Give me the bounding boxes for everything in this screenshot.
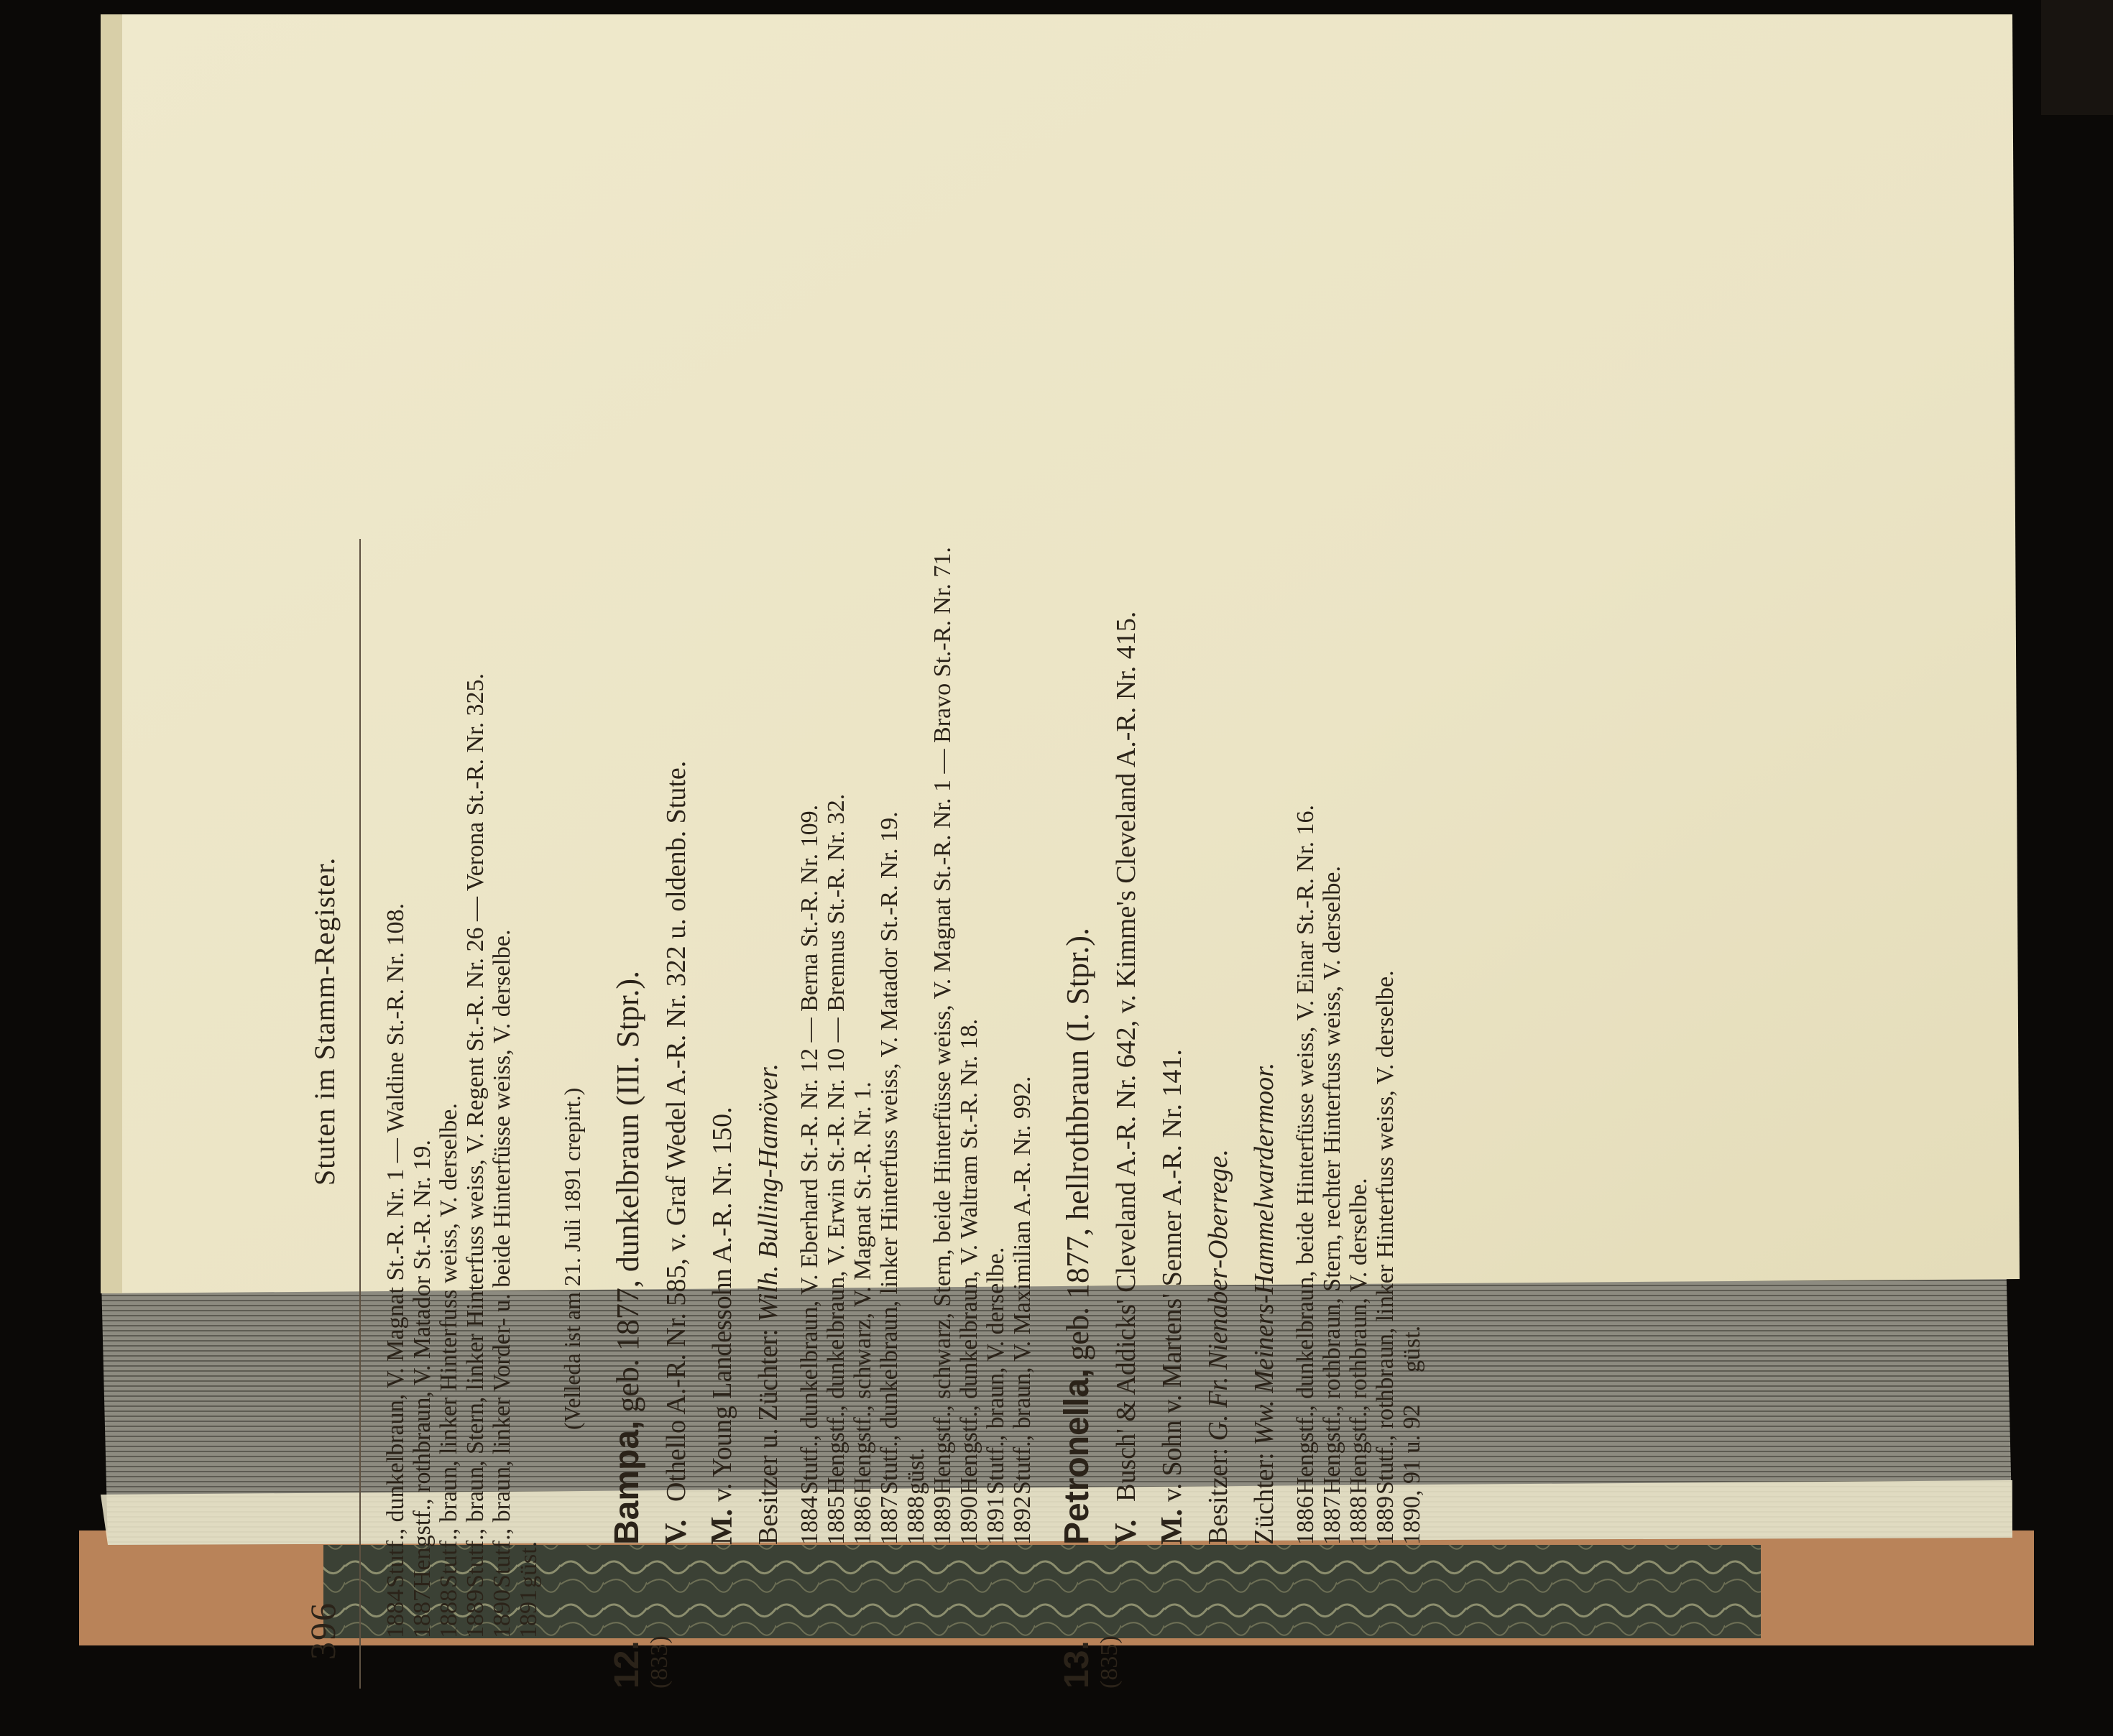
offspring-row: 1886 Hengstf., schwarz, V. Magnat St.-R. Nr. 1. bbox=[850, 1081, 876, 1545]
offspring-row: 1885 Hengstf., dunkelbraun, V. Erwin St.-R. Nr. 10 — Brennus St.-R. Nr. 32. bbox=[823, 793, 850, 1545]
mare-name: Petronella, bbox=[1058, 1368, 1096, 1545]
entry-number: 12. (833) bbox=[610, 1545, 1036, 1689]
page-number: 396 bbox=[303, 1602, 343, 1660]
register-number: (835) bbox=[1096, 1635, 1123, 1689]
breeder-line: Züchter: Ww. Meiners-Hammelwardermoor. bbox=[1249, 1062, 1279, 1545]
offspring-row: 1887 Stutf., dunkelbraun, linker Hinterfuss weiss, V. Matador St.-R. Nr. 19. bbox=[876, 811, 903, 1545]
page-text bbox=[302, 79, 1811, 1689]
offspring-row: 1889 Hengstf., schwarz, Stern, beide Hinterfüsse weiss, V. Magnat St.-R. Nr. 1 — Bravo St.-R. Nr. 71. bbox=[929, 547, 956, 1545]
offspring-row: 1891 güst. bbox=[515, 1541, 542, 1638]
sire-line: V. Busch' & Addicks' Cleveland A.-R. Nr. 642, v. Kimme's Cleveland A.-R. Nr. 415. bbox=[1110, 611, 1143, 1545]
page-gutter-shadow bbox=[101, 14, 122, 1293]
owner-name: G. Fr. Nienaber-Oberrege. bbox=[1203, 1149, 1233, 1441]
offspring-row: 1890, 91 u. 92 güst. bbox=[1399, 1325, 1425, 1545]
offspring-list bbox=[1292, 151, 1425, 1545]
owner-name: Wilh. Bulling-Hamöver. bbox=[753, 1063, 783, 1322]
offspring-row: 1888 güst. bbox=[903, 1447, 929, 1545]
offspring-row: 1889 Stutf., rothbraun, linker Hinterfuss weiss, V. derselbe. bbox=[1372, 970, 1399, 1545]
offspring-list bbox=[796, 151, 1036, 1545]
register-entry-bampa bbox=[610, 151, 1036, 1689]
offspring-row: 1888 Stutf., braun, linker Hinterfuss weiss, V. derselbe. bbox=[436, 1103, 462, 1638]
entry-content bbox=[1060, 151, 1425, 1545]
offspring-row: 1890 Stutf., braun, linker Vorder- u. beide Hinterfüsse weiss, V. derselbe. bbox=[489, 929, 515, 1638]
dam-line: M. v. Young Landessohn A.-R. Nr. 150. bbox=[706, 1107, 739, 1545]
dam-line: M. v. Sohn v. Martens' Senner A.-R. Nr. 141. bbox=[1156, 1049, 1189, 1545]
death-note: (Velleda ist am 21. Juli 1891 crepirt.) bbox=[559, 1087, 585, 1430]
page-title: Stuten im Stamm-Register. bbox=[308, 857, 341, 1186]
offspring-row: 1887 Hengstf., rothbraun, Stern, rechter Hinterfuss weiss, V. derselbe. bbox=[1319, 866, 1345, 1545]
owner-line: Besitzer u. Züchter: Wilh. Bulling-Hamöver. bbox=[753, 1063, 783, 1545]
owner-line: Besitzer: G. Fr. Nienaber-Oberrege. bbox=[1203, 1149, 1233, 1545]
entry-number: 13. (835) bbox=[1060, 1545, 1425, 1689]
entry-heading: Petronella, geb. 1877, hellrothbraun (I. Stpr.). bbox=[1058, 928, 1096, 1545]
previous-entry bbox=[382, 151, 542, 1689]
mare-name: Bampa, bbox=[608, 1420, 646, 1545]
offspring-row: 1891 Stutf., braun, V. derselbe. bbox=[982, 1247, 1009, 1545]
offspring-row: 1890 Hengstf., dunkelbraun, V. Waltram St.-R. Nr. 18. bbox=[956, 1018, 982, 1545]
breeder-name: Ww. Meiners-Hammelwardermoor. bbox=[1249, 1062, 1279, 1446]
offspring-row: 1886 Hengstf., dunkelbraun, beide Hinterfüsse weiss, V. Einar St.-R. Nr. 16. bbox=[1292, 804, 1319, 1545]
offspring-row: 1884 Stutf., dunkelbraun, V. Magnat St.-R. Nr. 1 — Waldine St.-R. Nr. 108. bbox=[382, 902, 409, 1638]
header-rule bbox=[359, 539, 361, 1689]
offspring-row: 1884 Stutf., dunkelbraun, V. Eberhard St.-R. Nr. 12 — Berna St.-R. Nr. 109. bbox=[796, 804, 823, 1545]
register-entry-petronella bbox=[1060, 151, 1425, 1689]
register-body bbox=[382, 151, 1425, 1689]
entry-heading: Bampa, geb. 1877, dunkelbraun (III. Stpr.). bbox=[608, 970, 646, 1545]
offspring-row: 1889 Stutf., braun, Stern, linker Hinterfuss weiss, V. Regent St.-R. Nr. 26 — Verona St.-R. Nr. 325. bbox=[462, 673, 489, 1638]
sire-line: V. Othello A.-R. Nr. 585, v. Graf Wedel A.-R. Nr. 322 u. oldenb. Stute. bbox=[660, 760, 693, 1545]
offspring-row: 1892 Stutf., braun, V. Maximilian A.-R. Nr. 992. bbox=[1009, 1076, 1036, 1545]
offspring-row: 1888 Hengstf., rothbraun, V. derselbe. bbox=[1345, 1178, 1372, 1545]
corner-damage bbox=[2041, 0, 2113, 115]
offspring-row: 1887 Hengstf., rothbraun, V. Matador St.-R. Nr. 19. bbox=[409, 1140, 436, 1638]
running-head bbox=[302, 79, 352, 1689]
register-number: (833) bbox=[646, 1635, 673, 1689]
entry-content bbox=[610, 151, 1036, 1545]
